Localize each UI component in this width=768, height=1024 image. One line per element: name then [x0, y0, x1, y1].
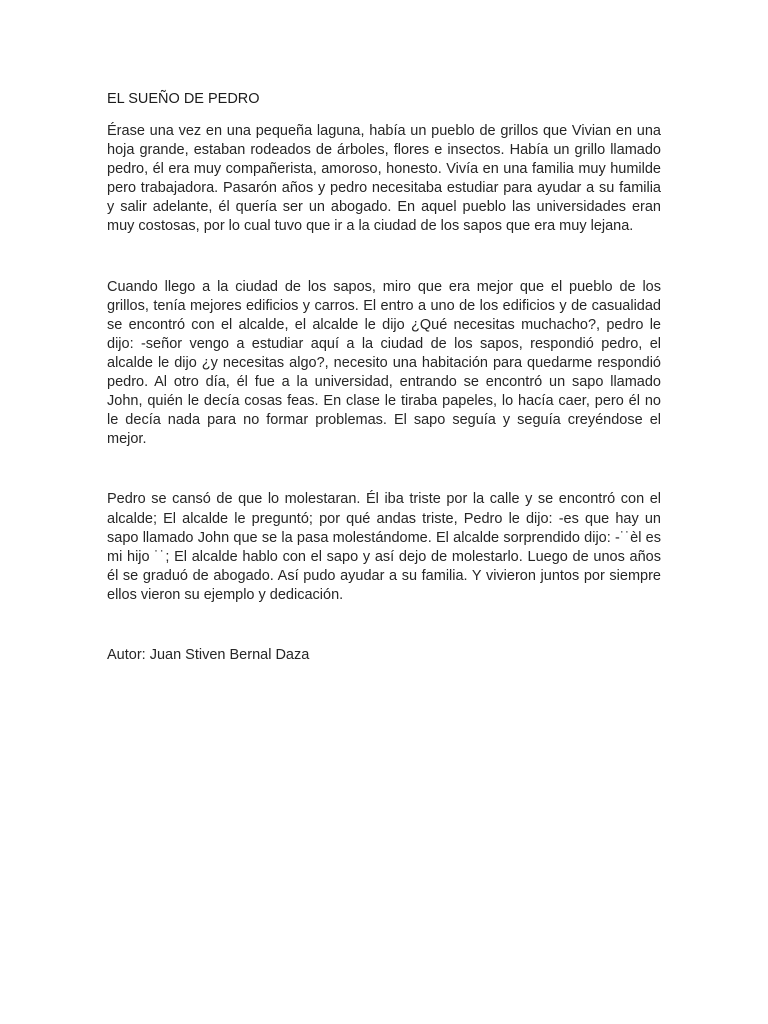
document-title: EL SUEÑO DE PEDRO	[107, 91, 260, 107]
paragraph-3: Pedro se cansó de que lo molestaran. Él iba triste por la calle y se encontró con el alcalde; El alcalde le preguntó; por qué andas triste, Pedro le dijo: -es que hay un sapo llamado John que se la pasa molestándome. El alcalde sorprendido dijo: -˙˙èl es mi hijo ˙˙; El alcalde hablo con el sapo y así dejo de molestarlo. Luego de unos años él se graduó de abogado. Así pudo ayudar a su familia. Y vivieron juntos por siempre ellos vieron su ejemplo y dedicación.	[107, 491, 661, 603]
paragraph-1: Érase una vez en una pequeña laguna, había un pueblo de grillos que Vivian en una hoja grande, estaban rodeados de árboles, flores e insectos. Había un grillo llamado pedro, él era muy compañerista, amoroso, honesto. Vivía en una familia muy humilde pero trabajadora. Pasarón años y pedro necesitaba estudiar para ayudar a su familia y salir adelante, él quería ser un abogado. En aquel pueblo las universidades eran muy costosas, por lo cual tuvo que ir a la ciudad de los sapos que era muy lejana.	[107, 123, 661, 235]
document-page	[107, 90, 661, 665]
paragraph-2: Cuando llego a la ciudad de los sapos, miro que era mejor que el pueblo de los grillos, tenía mejores edificios y carros. El entro a uno de los edificios y de casualidad se encontró con el alcalde, el alcalde le dijo ¿Qué necesitas muchacho?, pedro le dijo: -señor vengo a estudiar aquí a la ciudad de los sapos, respondió pedro, el alcalde le dijo ¿y necesitas algo?, necesito una habitación para quedarme respondió pedro. Al otro día, él fue a la universidad, entrando se encontró un sapo llamado John, quién le decía cosas feas. En clase le tiraba papeles, lo hacía caer, pero él no le decía nada para no formar problemas. El sapo seguía y seguía creyéndose el mejor.	[107, 278, 661, 448]
author-line: Autor: Juan Stiven Bernal Daza	[107, 646, 310, 663]
